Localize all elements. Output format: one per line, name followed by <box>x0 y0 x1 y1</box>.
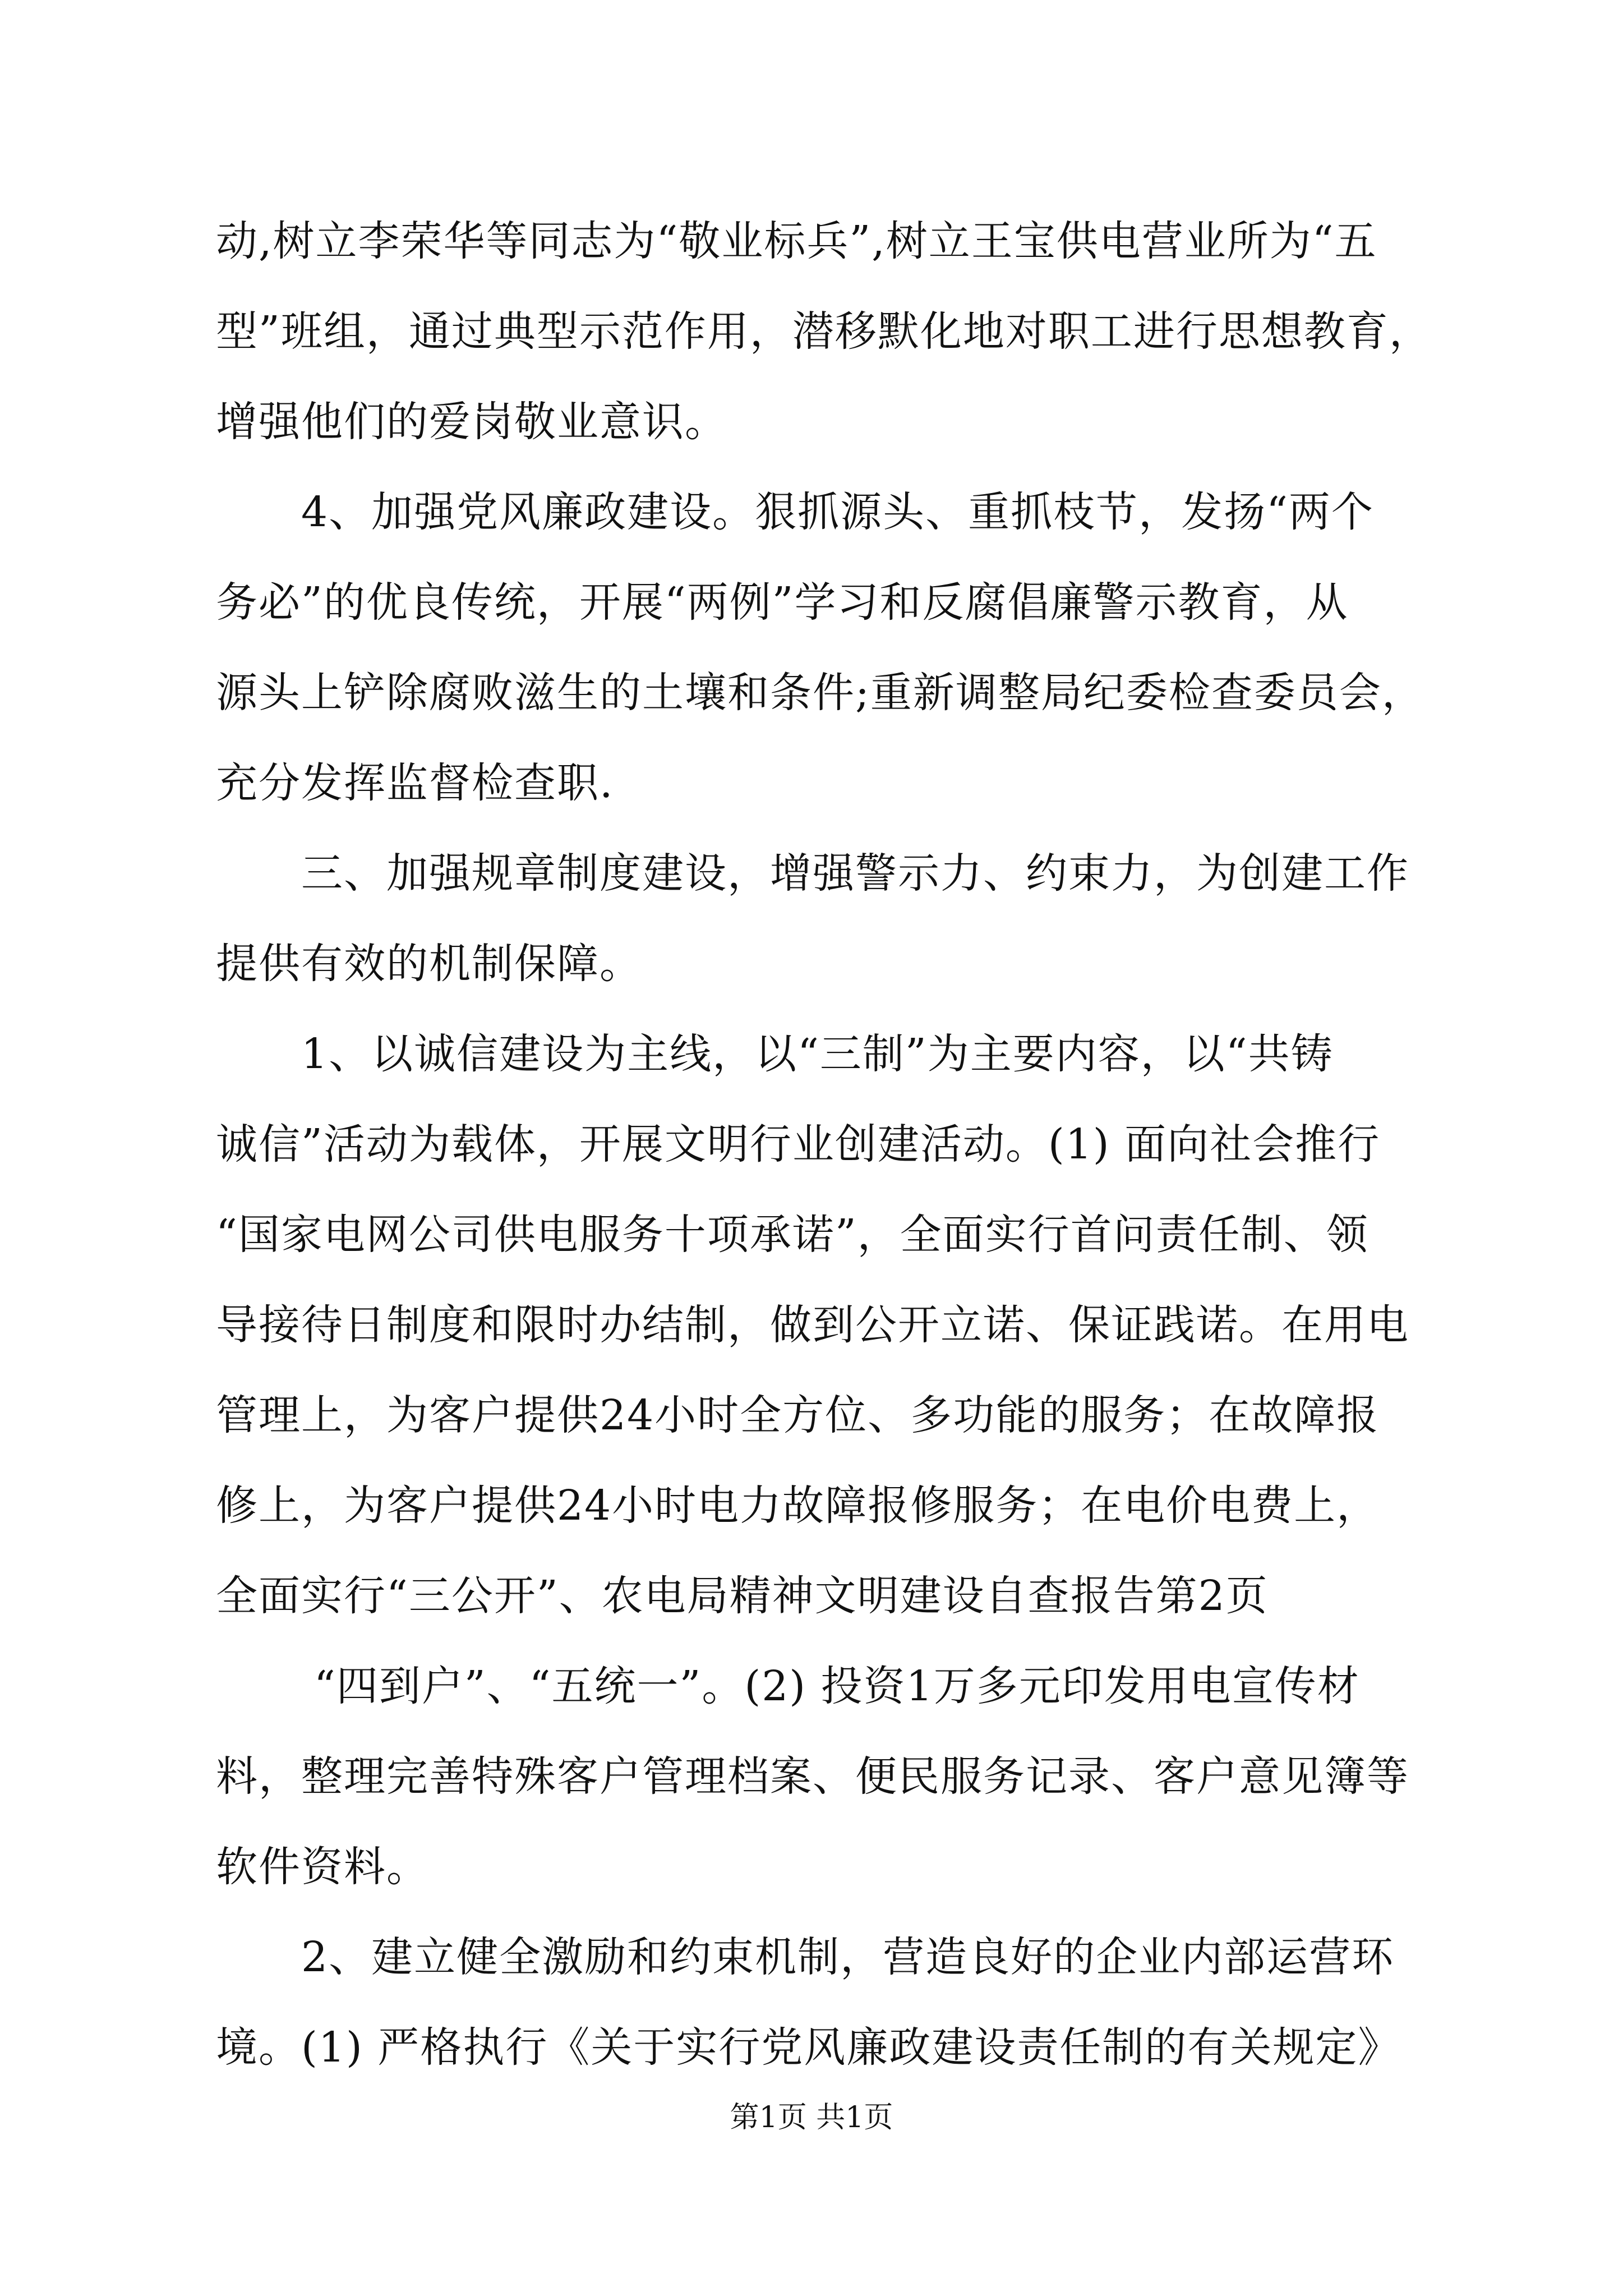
body-line: 境。(1) 严格执行《关于实行党风廉政建设责任制的有关规定》 <box>216 2023 1401 2072</box>
section-heading: 三、加强规章制度建设，增强警示力、约束力，为创建工作 <box>301 849 1409 898</box>
body-line: 修上，为客户提供24小时电力故障报修服务；在电价电费上， <box>216 1481 1380 1530</box>
section-heading: 提供有效的机制保障。 <box>216 940 642 988</box>
body-line: 2、建立健全激励和约束机制，营造良好的企业内部运营环 <box>301 1933 1395 1981</box>
body-line: 动,树立李荣华等同志为“敬业标兵”,树立王宝供电营业所为“五 <box>216 217 1377 265</box>
body-line: 料，整理完善特殊客户管理档案、便民服务记录、客户意见簿等 <box>216 1752 1409 1801</box>
body-line: 增强他们的爱岗敬业意识。 <box>216 398 727 446</box>
page-footer: 第1页 共1页 <box>730 2101 893 2134</box>
body-line: 1、以诚信建设为主线，以“三制”为主要内容，以“共铸 <box>301 1030 1334 1078</box>
body-line: 4、加强党风廉政建设。狠抓源头、重抓枝节，发扬“两个 <box>301 488 1374 536</box>
body-line: 导接待日制度和限时办结制，做到公开立诺、保证践诺。在用电 <box>216 1301 1409 1349</box>
body-line: 务必”的优良传统，开展“两例”学习和反腐倡廉警示教育，从 <box>216 578 1349 627</box>
body-line: 源头上铲除腐败滋生的土壤和条件;重新调整局纪委检查委员会， <box>216 669 1424 717</box>
body-line: 软件资料。 <box>216 1843 429 1891</box>
body-line: 管理上，为客户提供24小时全方位、多功能的服务；在故障报 <box>216 1391 1380 1439</box>
body-line: 诚信”活动为载体，开展文明行业创建活动。(1) 面向社会推行 <box>216 1120 1381 1168</box>
body-line: “四到户”、“五统一”。(2) 投资1万多元印发用电宣传材 <box>314 1662 1360 1710</box>
body-line: 充分发挥监督检查职. <box>216 759 614 807</box>
body-line: 全面实行“三公开”、农电局精神文明建设自查报告第2页 <box>216 1572 1269 1620</box>
body-line: “国家电网公司供电服务十项承诺”，全面实行首问责任制、领 <box>216 1211 1369 1259</box>
body-line: 型”班组，通过典型示范作用，潜移默化地对职工进行思想教育， <box>216 307 1432 356</box>
